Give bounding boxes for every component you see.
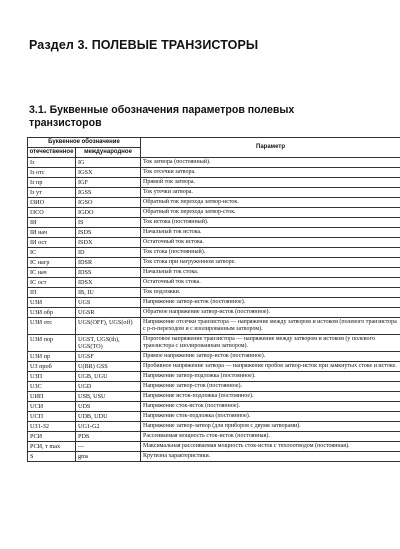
table-row <box>28 238 400 248</box>
table-row <box>28 218 400 228</box>
parameter-description: Ток отсечки затвора. <box>141 168 400 178</box>
international-symbol: IGDO <box>76 208 141 218</box>
table-row <box>28 352 400 362</box>
table-row <box>28 258 400 268</box>
table-row <box>28 228 400 238</box>
table-row <box>28 198 400 208</box>
international-symbol: IG <box>76 158 141 168</box>
domestic-symbol: UСП <box>28 412 76 422</box>
international-symbol: UGST, UGS(th), UGS(TO) <box>76 335 141 352</box>
table-body <box>28 158 400 462</box>
parameter-description: Напряжение затвор-затвор (для приборов с двумя затворами). <box>141 422 400 432</box>
international-symbol: UGS(OFF), UGS(off) <box>76 318 141 335</box>
table-row <box>28 452 400 462</box>
table-row <box>28 208 400 218</box>
international-symbol: IGSX <box>76 168 141 178</box>
parameter-description: Напряжение сток-подложка (постоянное). <box>141 412 400 422</box>
international-symbol: UG1-G2 <box>76 422 141 432</box>
international-symbol: UGSR <box>76 308 141 318</box>
domestic-symbol: PСИ, т max <box>28 442 76 452</box>
international-symbol: UGS <box>76 298 141 308</box>
subsection-title: 3.1. Буквенные обозначения параметров полевых транзисторов <box>29 104 295 129</box>
table-row <box>28 362 400 372</box>
domestic-symbol: IИ ост <box>28 238 76 248</box>
parameter-description: Обратный ток перехода затвор-сток. <box>141 208 400 218</box>
international-symbol: UGB, UGU <box>76 372 141 382</box>
table-row <box>28 158 400 168</box>
parameter-description: Остаточный ток стока. <box>141 278 400 288</box>
table-row <box>28 402 400 412</box>
domestic-symbol: UЗИ <box>28 298 76 308</box>
parameter-description: Напряжение затвор-подложка (постоянное). <box>141 372 400 382</box>
domestic-symbol: PСИ <box>28 432 76 442</box>
domestic-symbol: IЗСО <box>28 208 76 218</box>
parameter-description: Напряжение затвор-сток (постоянное). <box>141 382 400 392</box>
table-row <box>28 248 400 258</box>
international-symbol: IGSS <box>76 188 141 198</box>
header-parameter: Параметр <box>141 138 400 158</box>
domestic-symbol: UЗИ пор <box>28 335 76 352</box>
table-row <box>28 298 400 308</box>
international-symbol: UDS <box>76 402 141 412</box>
parameter-description: Пробивное напряжение затвора — напряжение пробоя затвор-исток при замкнутых стоке и истоке. <box>141 362 400 372</box>
international-symbol: UGSF <box>76 352 141 362</box>
table-row <box>28 278 400 288</box>
parameter-description: Начальный ток истока. <box>141 228 400 238</box>
international-symbol: IDSR <box>76 258 141 268</box>
parameter-description: Максимальная рассеиваемая мощность сток-исток с теплоотводом (постоянная). <box>141 442 400 452</box>
parameter-description: Начальный ток стока. <box>141 268 400 278</box>
parameter-description: Ток стока при нагруженном затворе. <box>141 258 400 268</box>
parameter-description: Ток затвора (постоянный). <box>141 158 400 168</box>
parameters-table <box>27 137 400 462</box>
table-row <box>28 168 400 178</box>
parameter-description: Ток подложки. <box>141 288 400 298</box>
table-row <box>28 335 400 352</box>
domestic-symbol: UСИ <box>28 402 76 412</box>
domestic-symbol: UЗС <box>28 382 76 392</box>
table-row <box>28 318 400 335</box>
table-row <box>28 372 400 382</box>
international-symbol: IGF <box>76 178 141 188</box>
domestic-symbol: Iз <box>28 158 76 168</box>
parameter-description: Остаточный ток истока. <box>141 238 400 248</box>
table-row <box>28 412 400 422</box>
header-letter-designation: Буквенное обозначение <box>28 138 141 148</box>
table-row <box>28 188 400 198</box>
section-title: Раздел 3. ПОЛЕВЫЕ ТРАНЗИСТОРЫ <box>29 38 259 52</box>
domestic-symbol: UЗИ обр <box>28 308 76 318</box>
parameter-description: Напряжение сток-исток (постоянное). <box>141 402 400 412</box>
domestic-symbol: UИП <box>28 392 76 402</box>
domestic-symbol: IЗИО <box>28 198 76 208</box>
international-symbol: — <box>76 442 141 452</box>
international-symbol: gms <box>76 452 141 462</box>
international-symbol: U(BR) GSS <box>76 362 141 372</box>
domestic-symbol: UЗП <box>28 372 76 382</box>
international-symbol: ISDS <box>76 228 141 238</box>
international-symbol: IB, IU <box>76 288 141 298</box>
international-symbol: USB, USU <box>76 392 141 402</box>
table-row <box>28 288 400 298</box>
parameter-description: Напряжение исток-подложка (постоянное). <box>141 392 400 402</box>
domestic-symbol: UЗ1-З2 <box>28 422 76 432</box>
parameter-description: Рассеиваемая мощность сток-исток (постоянная). <box>141 432 400 442</box>
table-row <box>28 308 400 318</box>
international-symbol: ISDX <box>76 238 141 248</box>
parameter-description: Обратный ток перехода затвор-исток. <box>141 198 400 208</box>
domestic-symbol: IС нач <box>28 268 76 278</box>
parameter-description: Крутизна характеристики. <box>141 452 400 462</box>
international-symbol: IGSO <box>76 198 141 208</box>
domestic-symbol: S <box>28 452 76 462</box>
header-international: международное <box>76 148 141 158</box>
international-symbol: IS <box>76 218 141 228</box>
domestic-symbol: IС <box>28 248 76 258</box>
table-row <box>28 268 400 278</box>
parameter-description: Прямой ток затвора. <box>141 178 400 188</box>
international-symbol: IDSX <box>76 278 141 288</box>
parameter-description: Прямое напряжение затвор-исток (постоянное). <box>141 352 400 362</box>
international-symbol: UDB, UDU <box>76 412 141 422</box>
parameter-description: Ток стока (постоянный). <box>141 248 400 258</box>
domestic-symbol: UЗИ пр <box>28 352 76 362</box>
table-row <box>28 432 400 442</box>
domestic-symbol: IИ нач <box>28 228 76 238</box>
parameter-description: Напряжение затвор-исток (постоянное). <box>141 298 400 308</box>
domestic-symbol: IС ост <box>28 278 76 288</box>
parameter-description: Ток истока (постоянный). <box>141 218 400 228</box>
table-row <box>28 178 400 188</box>
table-row <box>28 442 400 452</box>
domestic-symbol: UЗ проб <box>28 362 76 372</box>
domestic-symbol: Iз ут <box>28 188 76 198</box>
table-row <box>28 392 400 402</box>
domestic-symbol: IС нагр <box>28 258 76 268</box>
international-symbol: PDS <box>76 432 141 442</box>
header-domestic: отечественное <box>28 148 76 158</box>
domestic-symbol: IП <box>28 288 76 298</box>
parameter-description: Ток утечки затвора. <box>141 188 400 198</box>
parameter-description: Обратное напряжение затвор-исток (постоянное). <box>141 308 400 318</box>
international-symbol: ID <box>76 248 141 258</box>
parameter-description: Пороговое напряжение транзистора — напряжение между затвором и истоком (у полевого транзистора с изолированным затвором). <box>141 335 400 352</box>
domestic-symbol: IИ <box>28 218 76 228</box>
parameter-description: Напряжение отсечки транзистора — напряжение между затвором и истоком (полевого транзистора с p-n-переходом и с изолированным затвором). <box>141 318 400 335</box>
domestic-symbol: Iз пр <box>28 178 76 188</box>
table-row <box>28 422 400 432</box>
domestic-symbol: UЗИ отс <box>28 318 76 335</box>
international-symbol: IDSS <box>76 268 141 278</box>
table-row <box>28 382 400 392</box>
domestic-symbol: Iз отс <box>28 168 76 178</box>
international-symbol: UGD <box>76 382 141 392</box>
